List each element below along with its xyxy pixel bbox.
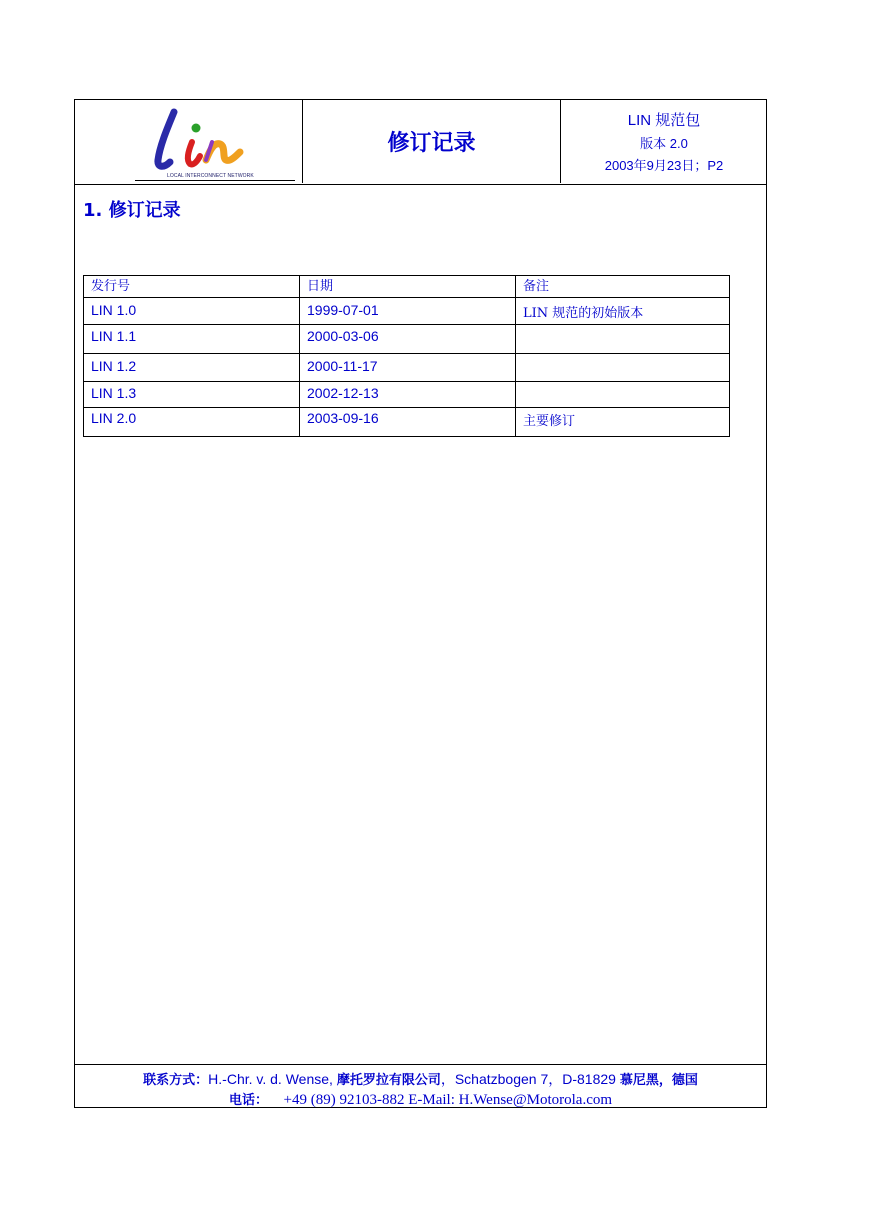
note-cell bbox=[516, 382, 730, 408]
note-text: 主要修订 bbox=[523, 414, 576, 429]
contact-line bbox=[75, 1069, 766, 1089]
spec-version: 版本 2.0 bbox=[640, 136, 688, 151]
header-date: 日期 bbox=[300, 276, 516, 298]
header-title-cell bbox=[303, 100, 561, 183]
phone-email: +49 (89) 92103-882 E-Mail: H.Wense@Motorola.com bbox=[283, 1092, 613, 1108]
logo-underline bbox=[135, 180, 295, 181]
note-cell bbox=[516, 408, 730, 437]
phone-line bbox=[75, 1089, 766, 1109]
note-cell bbox=[516, 354, 730, 382]
header-note: 备注 bbox=[516, 276, 730, 298]
note-cell bbox=[516, 298, 730, 325]
spec-name: LIN 规范包 bbox=[627, 112, 701, 129]
logo-caption: LOCAL INTERCONNECT NETWORK bbox=[167, 173, 254, 179]
date-cell: 2000-11-17 bbox=[300, 354, 516, 382]
page-header bbox=[75, 100, 766, 185]
lin-logo-icon bbox=[140, 108, 260, 172]
date-cell: 2003-09-16 bbox=[300, 408, 516, 437]
release-cell: LIN 1.0 bbox=[84, 298, 300, 325]
page-footer bbox=[75, 1064, 766, 1109]
phone-label: 电话： bbox=[228, 1093, 268, 1108]
table-row bbox=[84, 354, 730, 382]
note-cell bbox=[516, 325, 730, 354]
spec-date-page: 2003年9月23日；P2 bbox=[604, 158, 724, 173]
logo-cell bbox=[75, 100, 303, 183]
table-row bbox=[84, 298, 730, 325]
contact-label: 联系方式： bbox=[143, 1073, 209, 1088]
note-text: LIN 规范的初始版本 bbox=[523, 306, 644, 321]
date-cell: 1999-07-01 bbox=[300, 298, 516, 325]
table-row bbox=[84, 325, 730, 354]
section-title: 1. 修订记录 bbox=[83, 200, 181, 221]
contact-city: 慕尼黑，德国 bbox=[619, 1073, 698, 1088]
header-title: 修订记录 bbox=[387, 131, 476, 156]
release-cell: LIN 1.2 bbox=[84, 354, 300, 382]
table-header-row bbox=[84, 276, 730, 298]
page-frame bbox=[74, 99, 767, 1108]
header-info-cell bbox=[561, 100, 767, 183]
table-row bbox=[84, 382, 730, 408]
date-cell: 2002-12-13 bbox=[300, 382, 516, 408]
release-cell: LIN 1.3 bbox=[84, 382, 300, 408]
contact-address: ，Schatzbogen 7，D-81829 bbox=[440, 1071, 616, 1087]
release-cell: LIN 2.0 bbox=[84, 408, 300, 437]
table-row bbox=[84, 408, 730, 437]
company-name: 摩托罗拉有限公司 bbox=[336, 1073, 441, 1088]
revision-table bbox=[83, 275, 730, 437]
release-cell: LIN 1.1 bbox=[84, 325, 300, 354]
header-release: 发行号 bbox=[84, 276, 300, 298]
date-cell: 2000-03-06 bbox=[300, 325, 516, 354]
contact-name: H.-Chr. v. d. Wense, bbox=[208, 1071, 333, 1087]
